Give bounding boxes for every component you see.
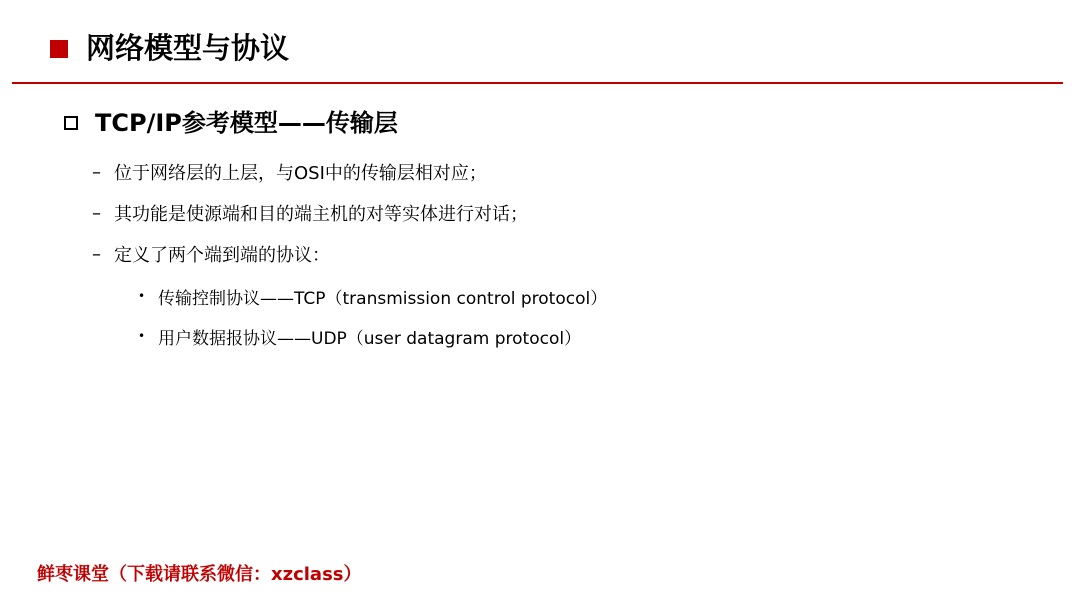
slide-header	[0, 0, 1080, 84]
bullet-point-text: 其功能是使源端和目的端主机的对等实体进行对话；	[114, 204, 528, 225]
bullet-point-text: 位于网络层的上层，与OSI中的传输层相对应；	[114, 163, 487, 184]
dash-bullet-icon: –	[92, 243, 101, 265]
title-square-icon	[50, 40, 68, 58]
section-heading	[64, 105, 398, 141]
header-divider	[12, 82, 1063, 84]
hollow-square-bullet-icon	[64, 116, 78, 130]
sub-bullet-text: 传输控制协议——TCP（transmission control protocol）	[158, 288, 608, 309]
dot-bullet-icon: •	[138, 329, 146, 343]
sub-bullet-point-1	[138, 284, 607, 308]
dot-bullet-icon: •	[138, 289, 146, 303]
bullet-point-1	[92, 159, 487, 185]
section-title: TCP/IP参考模型——传输层	[95, 109, 398, 137]
bullet-point-text: 定义了两个端到端的协议：	[114, 245, 330, 266]
sub-bullet-point-2	[138, 324, 581, 348]
bullet-point-3	[92, 241, 330, 267]
dash-bullet-icon: –	[92, 202, 101, 224]
slide-title: 网络模型与协议	[86, 31, 290, 65]
sub-bullet-text: 用户数据报协议——UDP（user datagram protocol）	[158, 328, 582, 349]
footer-watermark: 鲜枣课堂（下载请联系微信：xzclass）	[37, 564, 362, 585]
bullet-point-2	[92, 200, 528, 226]
dash-bullet-icon: –	[92, 161, 101, 183]
